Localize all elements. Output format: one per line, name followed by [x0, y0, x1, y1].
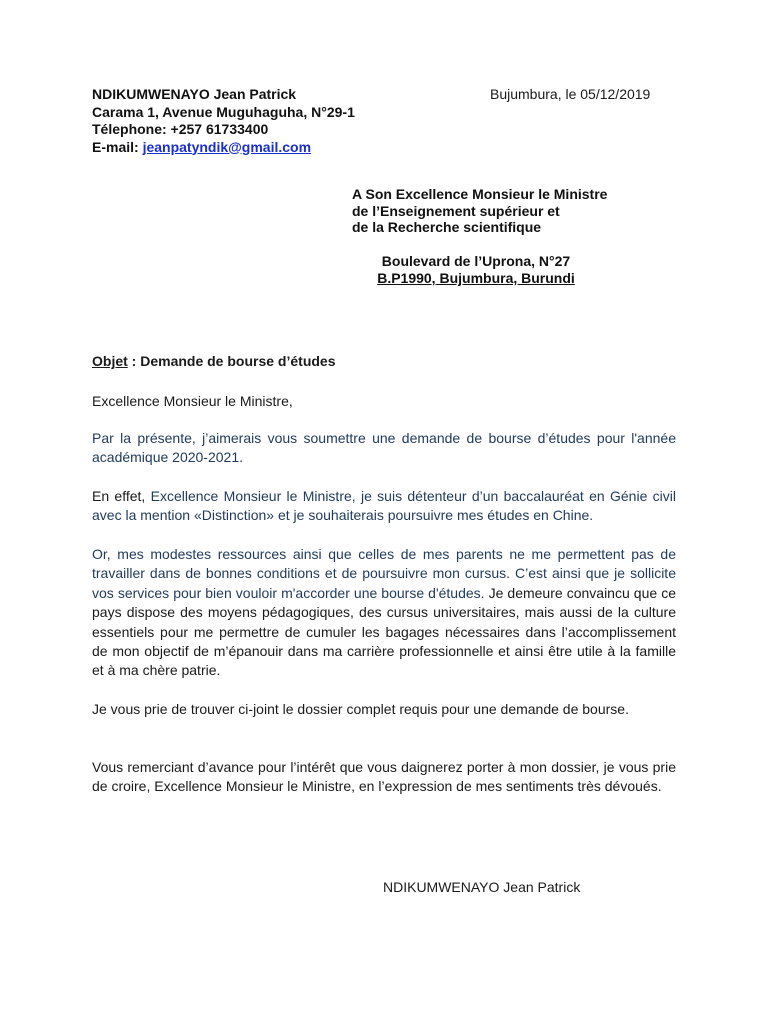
signature: NDIKUMWENAYO Jean Patrick: [383, 879, 581, 895]
recipient-address: [366, 253, 586, 287]
sender-phone: Télephone: +257 61733400: [92, 121, 269, 137]
paragraph-4: Je vous prie de trouver ci-joint le dossier complet requis pour une demande de bourse.: [92, 701, 629, 717]
paragraph-2-start: En effet,: [92, 488, 151, 504]
recipient-line-1: A Son Excellence Monsieur le Ministre: [352, 186, 608, 202]
subject-line: [92, 353, 336, 370]
paragraph-3-rest: Je demeure convaincu que ce pays dispose des moyens pédagogiques, des cursus universitaires, mais aussi de la culture essentiels pour me permettre de cumuler les bagages nécessaires dans l’accomplissement de mon objectif de m’épanouir dans ma carrière professionnelle et ainsi être utile à la famille et à ma chère patrie.: [92, 584, 676, 679]
sender-email-line: [92, 139, 355, 157]
recipient-line-3: de la Recherche scientifique: [352, 219, 542, 235]
recipient-line-2: de l’Enseignement supérieur et: [352, 202, 560, 219]
sender-name: NDIKUMWENAYO Jean Patrick: [92, 86, 297, 102]
subject-label: Objet: [92, 353, 128, 369]
sender-email-label: E-mail:: [92, 138, 143, 155]
recipient-block: [352, 186, 607, 236]
recipient-postal: B.P1990, Bujumbura, Burundi: [377, 270, 575, 286]
paragraph-1: Par la présente, j’aimerais vous soumettre une demande de bourse d’études pour l'année académique 2020-2021.: [92, 430, 676, 466]
sender-email-link[interactable]: jeanpatyndik@gmail.com: [142, 138, 312, 155]
recipient-street: Boulevard de l’Uprona, N°27: [381, 253, 571, 269]
sender-address: Carama 1, Avenue Muguhaguha, N°29-1: [92, 103, 355, 120]
paragraph-2: [92, 487, 676, 526]
sender-block: [92, 86, 355, 156]
paragraph-3-start: Or, mes modestes ressources ainsi que celles de mes parents ne me permettent pas de travailler dans de bonnes conditions et de poursuivre mon cursus. C’est ainsi que je sollicite vos services pour bien vouloir m'accorder une bourse d'études.: [92, 546, 676, 601]
paragraph-2-rest: Excellence Monsieur le Ministre, je suis détenteur d’un baccalauréat en Génie civil avec la mention «Distinction» et je souhaiterais poursuivre mes études en Chine.: [92, 488, 677, 524]
salutation: Excellence Monsieur le Ministre,: [92, 393, 293, 409]
date-line: Bujumbura, le 05/12/2019: [490, 86, 651, 102]
subject-text: : Demande de bourse d’études: [127, 353, 336, 369]
paragraph-3: [92, 545, 676, 681]
paragraph-5: Vous remerciant d’avance pour l’intérêt que vous daignerez porter à mon dossier, je vous prie de croire, Excellence Monsieur le Ministre, en l’expression de mes sentiments très dévoués.: [92, 759, 676, 795]
